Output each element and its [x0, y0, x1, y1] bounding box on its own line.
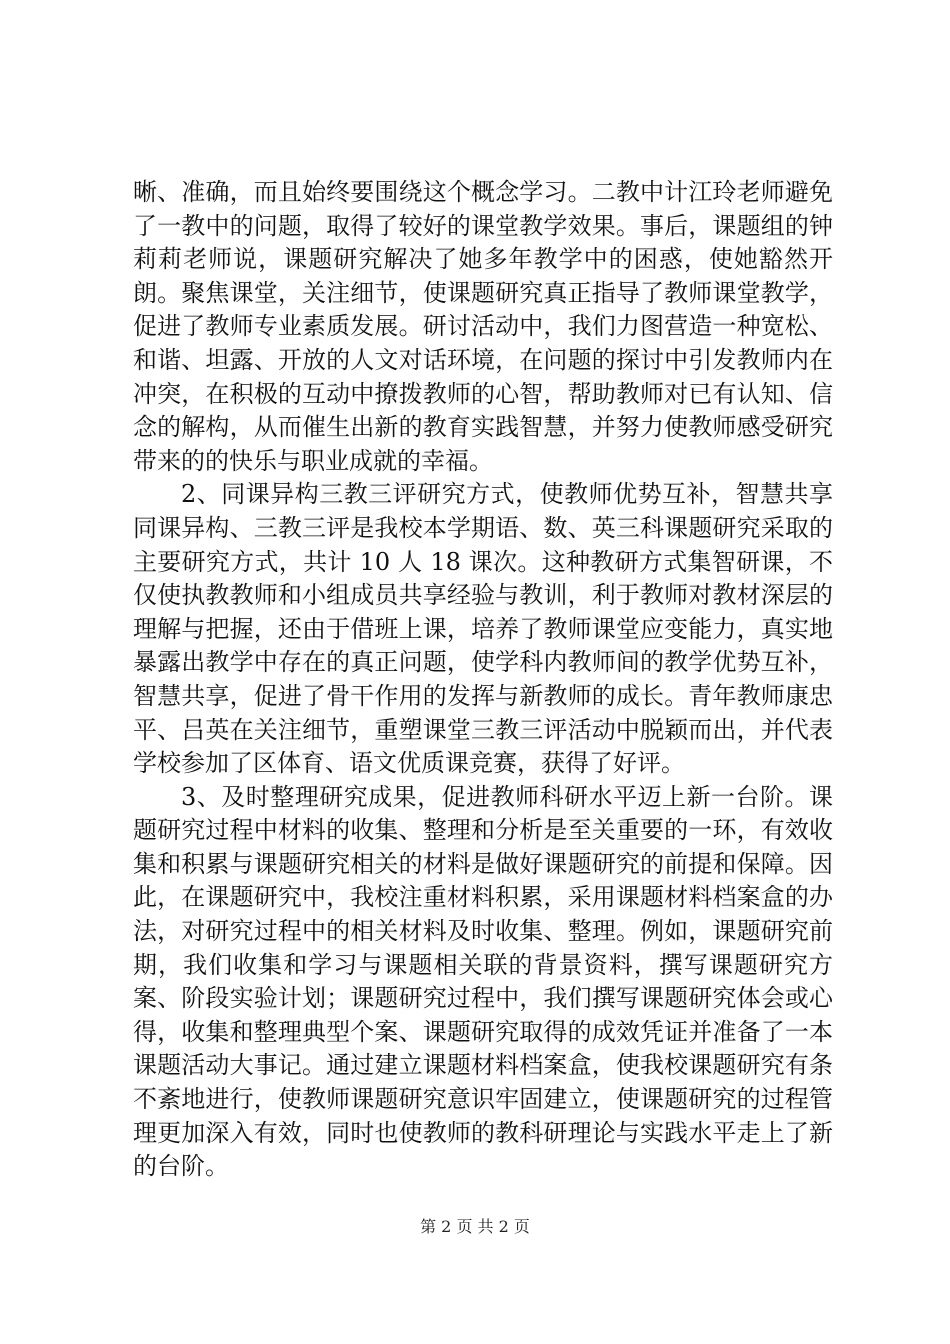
paragraph-2: 2、同课异构三教三评研究方式，使教师优势互补，智慧共享同课异构、三教三评是我校本学期语、数、英三科课题研究采取的主要研究方式，共计 10 人 18 课次。这种教研方式集智研课，不仅使执教教师和小组成员共享经验与教训，利于教师对教材深层的理解与把握，还由于借班上课，培养了教师课堂应变能力，真实地暴露出教学中存在的真正问题，使学科内教师间的教学优势互补，智慧共享，促进了骨干作用的发挥与新教师的成长。青年教师康忠平、吕英在关注细节，重塑课堂三教三评活动中脱颖而出，并代表学校参加了区体育、语文优质课竞赛，获得了好评。	[133, 480, 833, 778]
page-footer: 第 2 页 共 2 页	[420, 1217, 530, 1236]
document-body	[133, 176, 833, 1184]
paragraph-3: 3、及时整理研究成果，促进教师科研水平迈上新一台阶。课题研究过程中材料的收集、整理和分析是至关重要的一环，有效收集和积累与课题研究相关的材料是做好课题研究的前提和保障。因此，在课题研究中，我校注重材料积累，采用课题材料档案盒的办法，对研究过程中的相关材料及时收集、整理。例如，课题研究前期，我们收集和学习与课题相关联的背景资料，撰写课题研究方案、阶段实验计划；课题研究过程中，我们撰写课题研究体会或心得，收集和整理典型个案、课题研究取得的成效凭证并准备了一本课题活动大事记。通过建立课题材料档案盒，使我校课题研究有条不紊地进行，使教师课题研究意识牢固建立，使课题研究的过程管理更加深入有效，同时也使教师的教科研理论与实践水平走上了新的台阶。	[133, 782, 833, 1181]
paragraph-1: 晰、准确，而且始终要围绕这个概念学习。二教中计江玲老师避免了一教中的问题，取得了较好的课堂教学效果。事后，课题组的钟莉莉老师说，课题研究解决了她多年教学中的困惑，使她豁然开朗。聚焦课堂，关注细节，使课题研究真正指导了教师课堂教学，促进了教师专业素质发展。研讨活动中，我们力图营造一种宽松、和谐、坦露、开放的人文对话环境，在问题的探讨中引发教师内在冲突，在积极的互动中撩拨教师的心智，帮助教师对已有认知、信念的解构，从而催生出新的教育实践智慧，并努力使教师感受研究带来的的快乐与职业成就的幸福。	[133, 178, 833, 475]
